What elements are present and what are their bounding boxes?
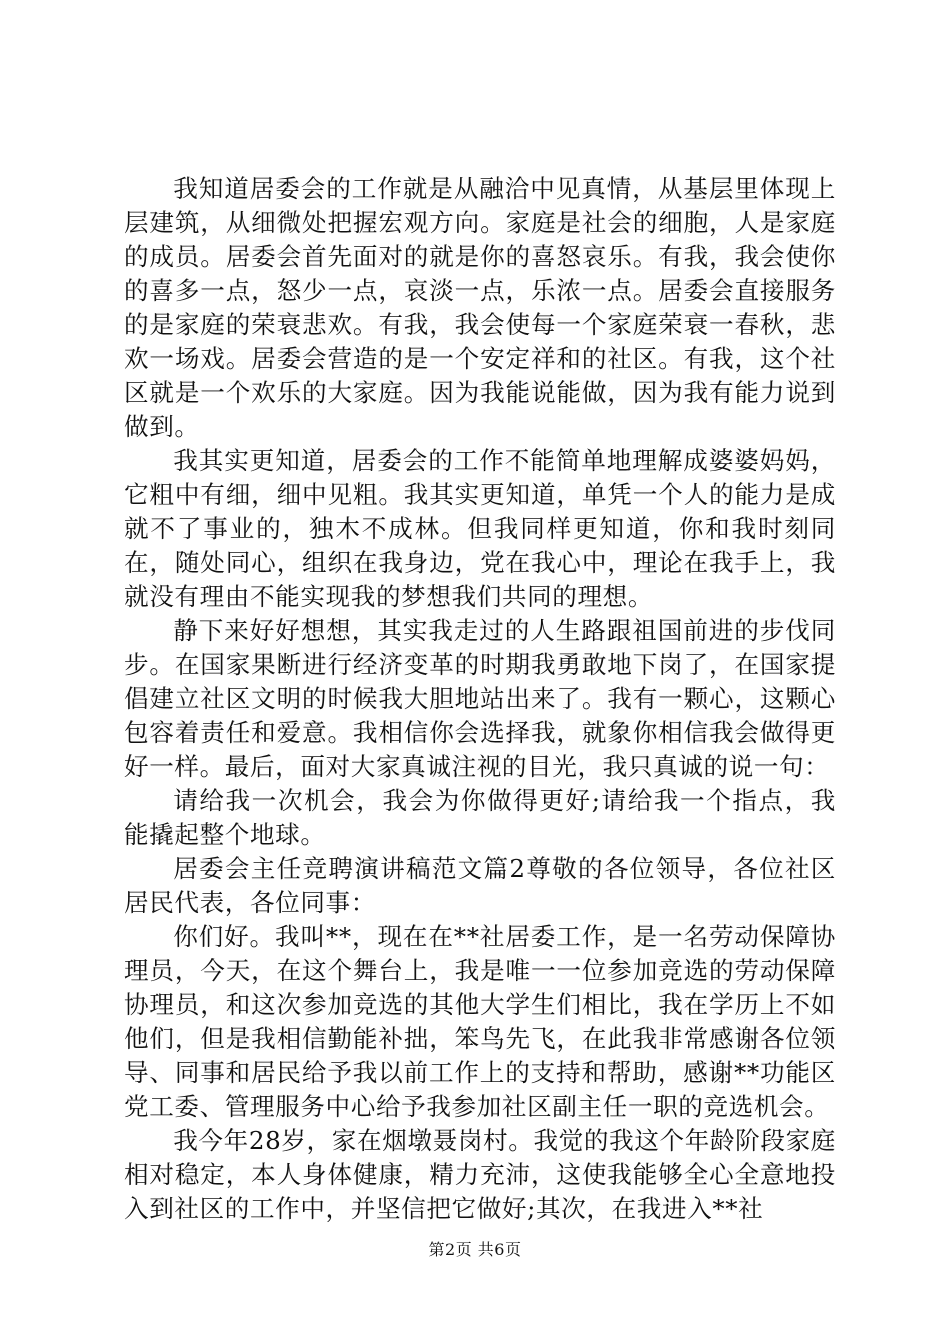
page-number: 第2页 共6页 bbox=[428, 1240, 522, 1259]
paragraph: 你们好。我叫**，现在在**社居委工作，是一名劳动保障协理员，今天，在这个舞台上，我是唯一一位参加竞选的劳动保障协理员，和这次参加竞选的其他大学生们相比，我在学历上不如他们，但是我相信勤能补拙，笨鸟先飞，在此我非常感谢各位领导、同事和居民给予我以前工作上的支持和帮助，感谢**功能区党工委、管理服务中心给予我参加社区副主任一职的竞选机会。 bbox=[124, 922, 836, 1121]
paragraph: 我今年28岁，家在烟墩聂岗村。我觉的我这个年龄阶段家庭相对稳定，本人身体健康，精力充沛，这使我能够全心全意地投入到社区的工作中，并坚信把它做好;其次，在我进入**社 bbox=[124, 1126, 836, 1223]
document-body bbox=[124, 172, 836, 1226]
paragraph: 居委会主任竞聘演讲稿范文篇2尊敬的各位领导，各位社区居民代表，各位同事： bbox=[124, 854, 836, 917]
paragraph: 静下来好好想想，其实我走过的人生路跟祖国前进的步伐同步。在国家果断进行经济变革的时期我勇敢地下岗了，在国家提倡建立社区文明的时候我大胆地站出来了。我有一颗心，这颗心包容着责任和爱意。我相信你会选择我，就象你相信我会做得更好一样。最后，面对大家真诚注视的目光，我只真诚的说一句： bbox=[124, 616, 836, 781]
paragraph: 我知道居委会的工作就是从融洽中见真情，从基层里体现上层建筑，从细微处把握宏观方向。家庭是社会的细胞，人是家庭的成员。居委会首先面对的就是你的喜怒哀乐。有我，我会使你的喜多一点，怒少一点，哀淡一点，乐浓一点。居委会直接服务的是家庭的荣衰悲欢。有我，我会使每一个家庭荣衰一春秋，悲欢一场戏。居委会营造的是一个安定祥和的社区。有我，这个社区就是一个欢乐的大家庭。因为我能说能做，因为我有能力说到做到。 bbox=[124, 174, 836, 441]
paragraph: 我其实更知道，居委会的工作不能简单地理解成婆婆妈妈，它粗中有细，细中见粗。我其实更知道，单凭一个人的能力是成就不了事业的，独木不成林。但我同样更知道，你和我时刻同在，随处同心，组织在我身边，党在我心中，理论在我手上，我就没有理由不能实现我的梦想我们共同的理想。 bbox=[124, 446, 836, 611]
paragraph: 请给我一次机会，我会为你做得更好;请给我一个指点，我能撬起整个地球。 bbox=[124, 786, 836, 849]
page-footer bbox=[0, 1240, 950, 1260]
